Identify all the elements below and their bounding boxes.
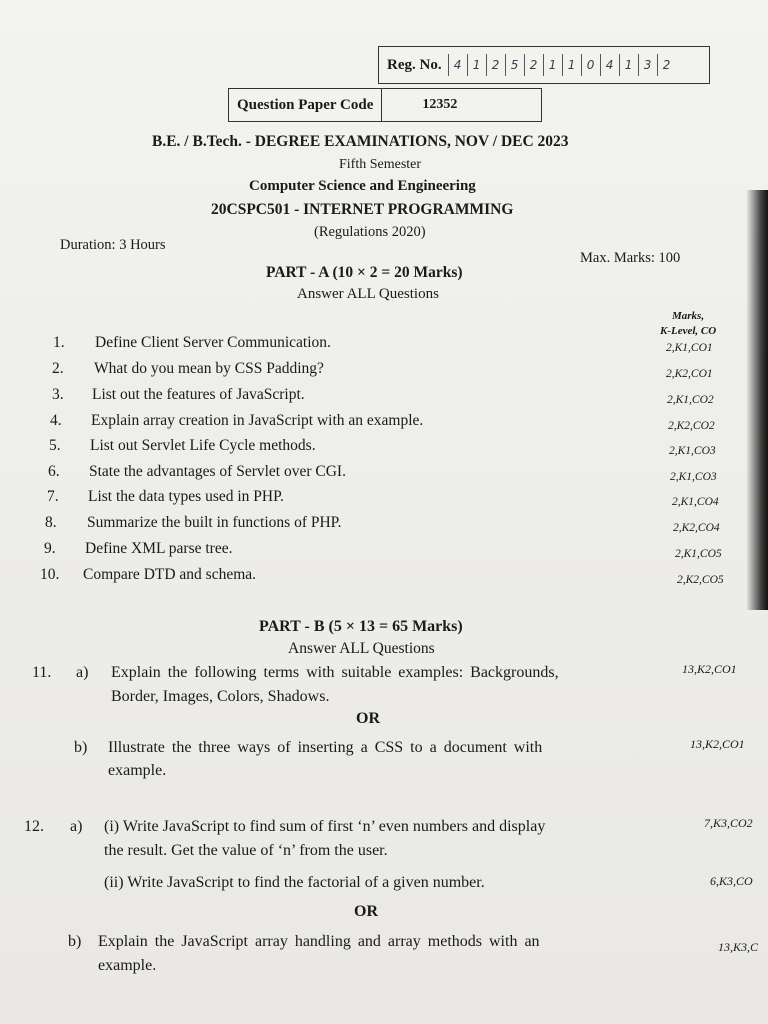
reg-no-digits (448, 47, 676, 83)
question-text: What do you mean by CSS Padding? (94, 360, 324, 377)
q12a-label: a) (70, 818, 83, 835)
q12b-text-line1: Explain the JavaScript array handling and array methods with an (98, 933, 540, 950)
question-text: List out the features of JavaScript. (92, 386, 305, 403)
question-marks: 2,K1,CO4 (672, 496, 719, 508)
semester: Fifth Semester (339, 157, 422, 172)
question-marks: 2,K2,CO4 (673, 522, 720, 534)
page-edge-shadow (746, 190, 768, 610)
question-paper-code-box (228, 88, 542, 122)
q11b-text-line1: Illustrate the three ways of inserting a CSS to a document with (108, 739, 543, 756)
question-number: 5. (49, 437, 61, 454)
reg-no-digit: 1 (619, 54, 638, 76)
question-marks: 2,K1,CO1 (666, 342, 713, 354)
question-marks: 2,K1,CO5 (675, 548, 722, 560)
question-number: 10. (40, 566, 60, 583)
question-marks: 2,K2,CO1 (666, 368, 713, 380)
q12b-label: b) (68, 933, 82, 950)
question-text: List out Servlet Life Cycle methods. (90, 437, 316, 454)
q12b-text-line2: example. (98, 957, 157, 974)
q12a-i-marks: 7,K3,CO2 (704, 816, 753, 830)
question-text: Define Client Server Communication. (95, 334, 331, 351)
reg-no-digit: 1 (467, 54, 486, 76)
question-text: State the advantages of Servlet over CGI. (89, 463, 346, 480)
question-text: Summarize the built in functions of PHP. (87, 514, 342, 531)
q12a-i-line2: the result. Get the value of ‘n’ from the user. (104, 842, 388, 859)
qpc-value: 12352 (422, 97, 458, 112)
question-marks: 2,K2,CO5 (677, 574, 724, 586)
question-marks: 2,K2,CO2 (668, 420, 715, 432)
question-text: Define XML parse tree. (85, 540, 233, 557)
question-number: 8. (45, 514, 57, 531)
reg-no-box (378, 46, 710, 84)
q11a-label: a) (76, 664, 89, 681)
regulations: (Regulations 2020) (314, 224, 426, 240)
q12-or: OR (354, 903, 378, 920)
reg-no-digit: 2 (524, 54, 543, 76)
question-number: 9. (44, 540, 56, 557)
q11-or: OR (356, 710, 380, 727)
question-text: Compare DTD and schema. (83, 566, 257, 583)
q12-number: 12. (24, 818, 44, 835)
department: Computer Science and Engineering (249, 178, 476, 194)
question-number: 6. (48, 463, 60, 480)
course-title: 20CSPC501 - INTERNET PROGRAMMING (211, 201, 514, 218)
reg-no-digit: 2 (486, 54, 505, 76)
q11-number: 11. (32, 664, 52, 681)
reg-no-digit: 1 (562, 54, 581, 76)
part-a-instruction: Answer ALL Questions (297, 286, 439, 302)
reg-no-digit: 4 (600, 54, 619, 76)
reg-no-digit: 5 (505, 54, 524, 76)
q11a-marks: 13,K2,CO1 (682, 662, 737, 676)
part-b-instruction: Answer ALL Questions (288, 640, 435, 657)
q12a-ii-marks: 6,K3,CO (710, 874, 753, 888)
question-number: 2. (52, 360, 64, 377)
reg-no-digit: 3 (638, 54, 657, 76)
q12a-ii-text: (ii) Write JavaScript to find the factorial of a given number. (104, 874, 485, 891)
max-marks: Max. Marks: 100 (580, 250, 681, 266)
reg-no-label: Reg. No. (387, 56, 442, 73)
q12b-marks: 13,K3,C (718, 940, 759, 954)
marks-header-line2: K-Level, CO (660, 325, 717, 337)
question-number: 3. (52, 386, 64, 403)
q11b-label: b) (74, 739, 88, 756)
reg-no-digit: 2 (657, 54, 676, 76)
question-marks: 2,K1,CO2 (667, 394, 714, 406)
part-a-title: PART - A (10 × 2 = 20 Marks) (266, 264, 463, 281)
question-text: List the data types used in PHP. (88, 488, 284, 505)
q11a-text-line2: Border, Images, Colors, Shadows. (111, 688, 330, 705)
q11b-marks: 13,K2,CO1 (690, 737, 745, 751)
question-number: 4. (50, 412, 62, 429)
question-marks: 2,K1,CO3 (669, 445, 716, 457)
qpc-label: Question Paper Code (229, 89, 382, 121)
duration: Duration: 3 Hours (60, 237, 166, 253)
marks-header-line1: Marks, (672, 310, 705, 322)
question-marks: 2,K1,CO3 (670, 471, 717, 483)
part-b-title: PART - B (5 × 13 = 65 Marks) (259, 618, 463, 635)
question-number: 7. (47, 488, 59, 505)
question-number: 1. (53, 334, 65, 351)
reg-no-digit: 4 (448, 54, 467, 76)
q11a-text-line1: Explain the following terms with suitable examples: Backgrounds, (111, 664, 559, 681)
q11b-text-line2: example. (108, 762, 167, 779)
exam-title: B.E. / B.Tech. - DEGREE EXAMINATIONS, NOV / DEC 2023 (152, 133, 569, 150)
reg-no-digit: 1 (543, 54, 562, 76)
reg-no-digit: 0 (581, 54, 600, 76)
q12a-i-line1: (i) Write JavaScript to find sum of first ‘n’ even numbers and display (104, 818, 546, 835)
question-text: Explain array creation in JavaScript with an example. (91, 412, 424, 429)
